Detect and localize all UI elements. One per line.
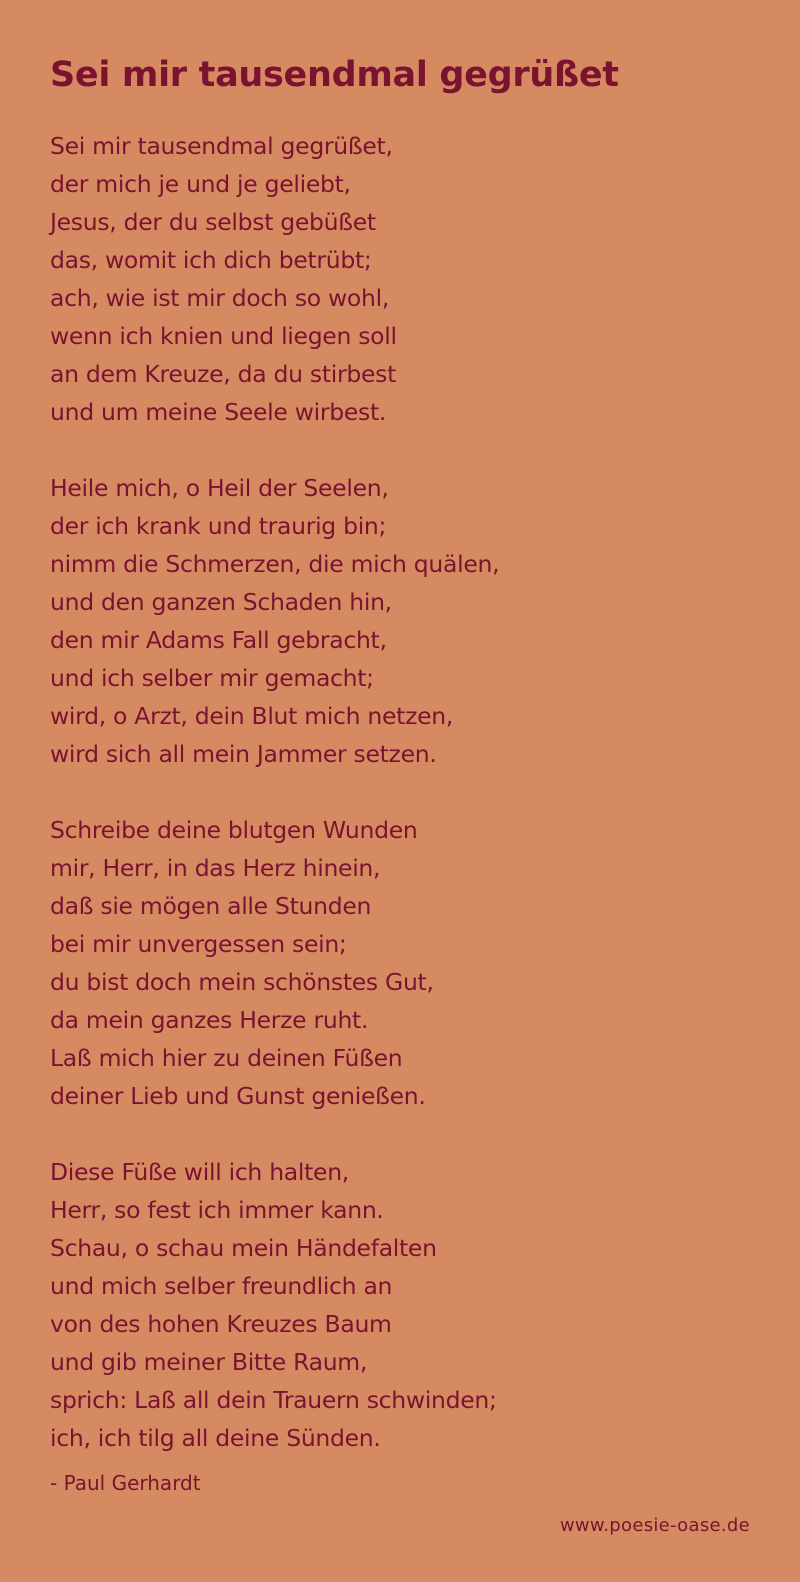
poem-line: und um meine Seele wirbest. xyxy=(50,398,387,426)
poem-line: wird, o Arzt, dein Blut mich netzen, xyxy=(50,702,454,730)
poem-line: der mich je und je geliebt, xyxy=(50,170,351,198)
poem-line: Herr, so fest ich immer kann. xyxy=(50,1196,384,1224)
poem-line: und mich selber freundlich an xyxy=(50,1272,393,1300)
source-link[interactable]: www.poesie-oase.de xyxy=(559,1515,750,1536)
poem-line: Schreibe deine blutgen Wunden xyxy=(50,816,418,844)
poem-line: deiner Lieb und Gunst genießen. xyxy=(50,1082,426,1110)
poem-line: Schau, o schau mein Händefalten xyxy=(50,1234,437,1262)
poem-line: und gib meiner Bitte Raum, xyxy=(50,1348,368,1376)
poem-line: sprich: Laß all dein Trauern schwinden; xyxy=(50,1386,497,1414)
stanza-4 xyxy=(50,1153,750,1457)
poem-body xyxy=(50,127,750,1495)
poem-line: Sei mir tausendmal gegrüßet, xyxy=(50,132,393,160)
poem-line: Diese Füße will ich halten, xyxy=(50,1158,349,1186)
poem-line: und den ganzen Schaden hin, xyxy=(50,588,392,616)
poem-line: von des hohen Kreuzes Baum xyxy=(50,1310,392,1338)
poem-line: daß sie mögen alle Stunden xyxy=(50,892,372,920)
poem-line: und ich selber mir gemacht; xyxy=(50,664,374,692)
poem-line: mir, Herr, in das Herz hinein, xyxy=(50,854,381,882)
poem-line: den mir Adams Fall gebracht, xyxy=(50,626,387,654)
poem-line: du bist doch mein schönstes Gut, xyxy=(50,968,434,996)
poem-line: der ich krank und traurig bin; xyxy=(50,512,387,540)
poem-line: bei mir unvergessen sein; xyxy=(50,930,347,958)
stanza-1 xyxy=(50,127,750,431)
poem-line: wird sich all mein Jammer setzen. xyxy=(50,740,437,768)
poem-line: das, womit ich dich betrübt; xyxy=(50,246,372,274)
poem-line: Heile mich, o Heil der Seelen, xyxy=(50,474,389,502)
poem-author: - Paul Gerhardt xyxy=(50,1471,201,1495)
poem-line: an dem Kreuze, da du stirbest xyxy=(50,360,396,388)
poem-line: Laß mich hier zu deinen Füßen xyxy=(50,1044,403,1072)
poem-line: Jesus, der du selbst gebüßet xyxy=(50,208,376,236)
poem-line: ach, wie ist mir doch so wohl, xyxy=(50,284,390,312)
stanza-2 xyxy=(50,469,750,773)
poem-line: nimm die Schmerzen, die mich quälen, xyxy=(50,550,500,578)
stanza-3 xyxy=(50,811,750,1115)
poem-line: ich, ich tilg all deine Sünden. xyxy=(50,1424,381,1452)
poem-line: wenn ich knien und liegen soll xyxy=(50,322,397,350)
poem-title: Sei mir tausendmal gegrüßet xyxy=(50,55,619,95)
poem-line: da mein ganzes Herze ruht. xyxy=(50,1006,369,1034)
